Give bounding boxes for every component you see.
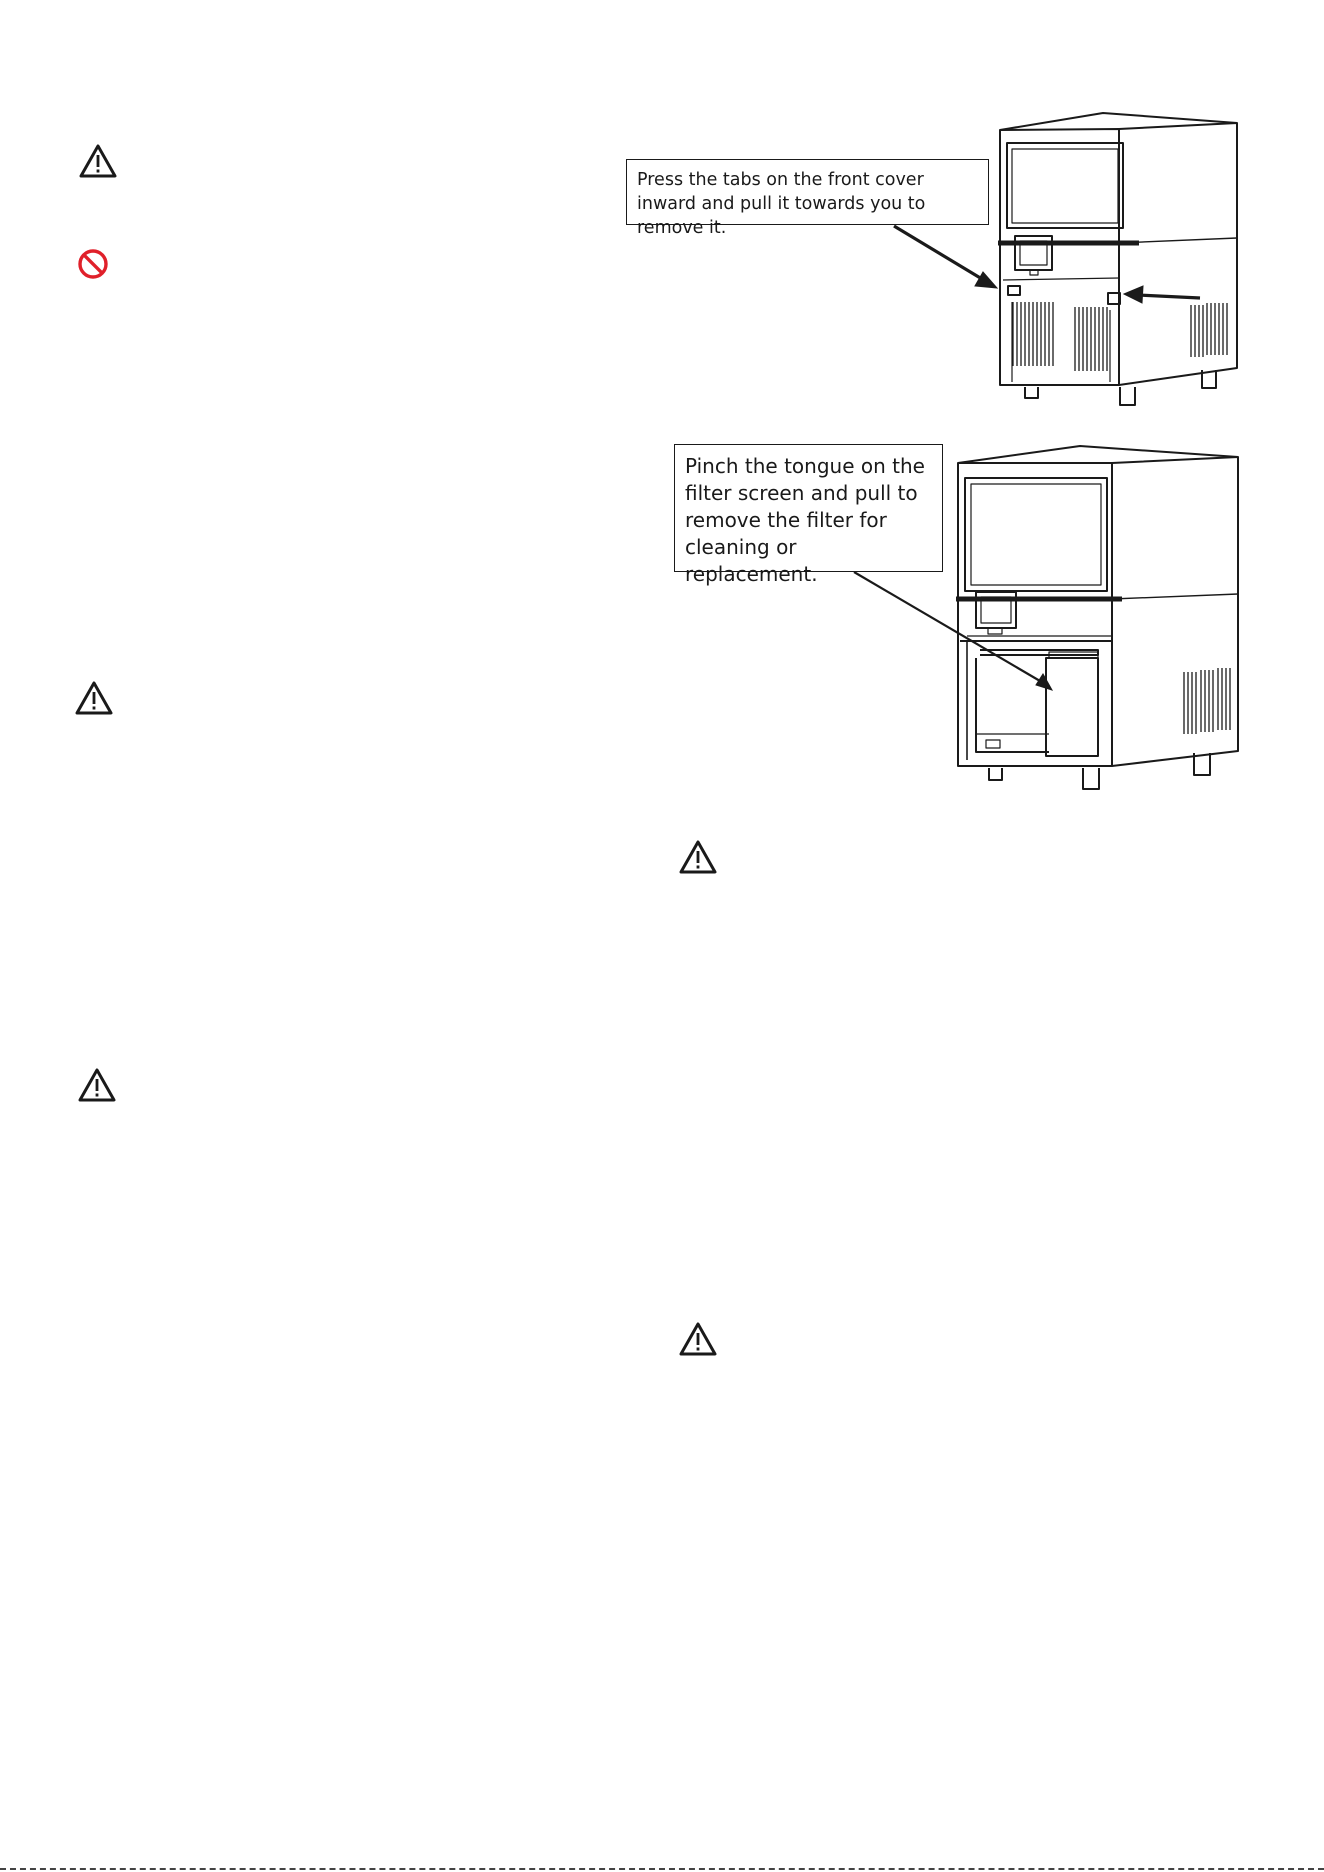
warning-icon xyxy=(678,1321,718,1357)
filter-screen-callout xyxy=(674,444,943,586)
ice-machine-front-cover-figure xyxy=(600,105,1260,425)
page-bottom-rule xyxy=(0,1868,1324,1870)
prohibited-icon xyxy=(77,248,109,280)
warning-icon xyxy=(74,680,114,716)
warning-icon xyxy=(678,839,718,875)
warning-icon xyxy=(78,143,118,179)
filter-screen-callout-text: Pinch the tongue on the filter screen and pull to remove the filter for cleaning or replacement. xyxy=(685,454,925,586)
warning-icon xyxy=(77,1067,117,1103)
front-cover-callout xyxy=(626,159,989,238)
front-cover-callout-text: Press the tabs on the front cover inward and pull it towards you to remove it. xyxy=(637,170,926,238)
